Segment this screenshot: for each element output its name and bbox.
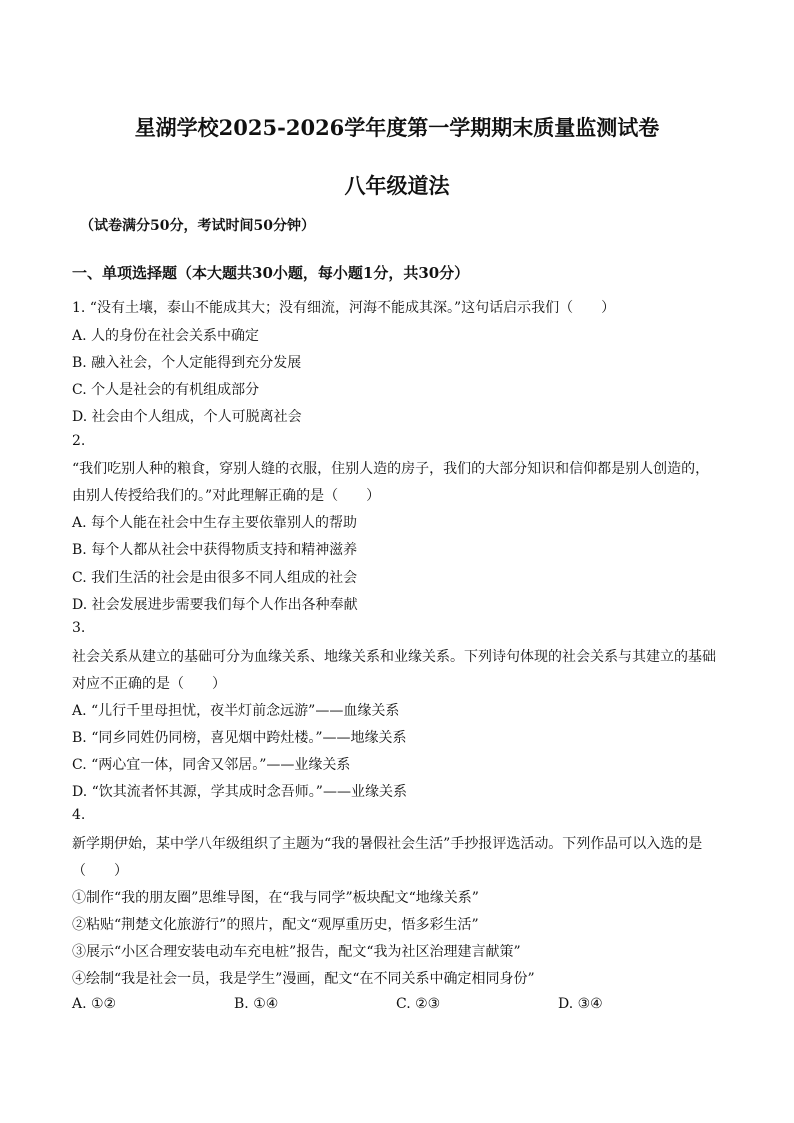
question-3-stem-line-2: 对应不正确的是（ ） <box>72 676 226 692</box>
question-1-option-a: A. 人的身份在社会关系中确定 <box>72 328 260 344</box>
question-4-stem-line-2: （ ） <box>72 863 128 879</box>
question-2-number: 2. <box>72 433 86 449</box>
question-4-option-b: B. ①④ <box>234 996 279 1012</box>
question-3-option-a: A. “儿行千里母担忧，夜半灯前念远游”——血缘关系 <box>72 703 400 719</box>
question-2-stem-line-1: “我们吃别人种的粮食，穿别人缝的衣服，住别人造的房子，我们的大部分知识和信仰都是别人创造的， <box>72 461 710 477</box>
question-4-option-d: D. ③④ <box>558 996 603 1012</box>
question-1-stem: 1. “没有土壤，泰山不能成其大；没有细流，河海不能成其深。”这句话启示我们（ ） <box>72 300 616 316</box>
question-4-item-2: ②粘贴“荆楚文化旅游行”的照片，配文“观厚重历史，悟多彩生活” <box>72 917 479 933</box>
question-4-option-c: C. ②③ <box>396 996 441 1012</box>
exam-subtitle: 八年级道法 <box>344 173 450 198</box>
question-2-option-d: D. 社会发展进步需要我们每个人作出各种奉献 <box>72 597 358 613</box>
question-3-option-d: D. “饮其流者怀其源，学其成时念吾师。”——业缘关系 <box>72 784 407 800</box>
question-4-item-1: ①制作“我的朋友圈”思维导图，在“我与同学”板块配文“地缘关系” <box>72 890 479 906</box>
exam-note: （试卷满分50分，考试时间50分钟） <box>80 218 315 234</box>
question-1-option-b: B. 融入社会，个人定能得到充分发展 <box>72 355 302 371</box>
section-heading: 一、单项选择题（本大题共30小题，每小题1分，共30分） <box>72 264 470 282</box>
question-2-option-c: C. 我们生活的社会是由很多不同人组成的社会 <box>72 570 358 586</box>
question-4-stem-line-1: 新学期伊始，某中学八年级组织了主题为“我的暑假社会生活”手抄报评选活动。下列作品可以入选的是 <box>72 836 703 852</box>
question-1-option-c: C. 个人是社会的有机组成部分 <box>72 382 260 398</box>
question-3-option-c: C. “两心宜一体，同舍又邻居。”——业缘关系 <box>72 757 351 773</box>
question-2-stem-line-2: 由别人传授给我们的。”对此理解正确的是（ ） <box>72 488 381 504</box>
question-4-item-4: ④绘制“我是社会一员，我是学生”漫画，配文“在不同关系中确定相同身份” <box>72 971 535 987</box>
question-2-option-a: A. 每个人能在社会中生存主要依靠别人的帮助 <box>72 515 358 531</box>
question-3-number: 3. <box>72 620 86 636</box>
question-4-item-3: ③展示“小区合理安装电动车充电桩”报告，配文“我为社区治理建言献策” <box>72 944 521 960</box>
question-3-option-b: B. “同乡同姓仍同榜，喜见烟中跨灶楼。”——地缘关系 <box>72 730 407 746</box>
question-4-option-a: A. ①② <box>72 996 117 1012</box>
question-2-option-b: B. 每个人都从社会中获得物质支持和精神滋养 <box>72 542 358 558</box>
question-1-option-d: D. 社会由个人组成，个人可脱离社会 <box>72 409 302 425</box>
question-3-stem-line-1: 社会关系从建立的基础可分为血缘关系、地缘关系和业缘关系。下列诗句体现的社会关系与其建立的基础 <box>72 649 716 665</box>
exam-title: 星湖学校2025-2026学年度第一学期期末质量监测试卷 <box>134 115 660 140</box>
question-4-number: 4. <box>72 807 86 823</box>
